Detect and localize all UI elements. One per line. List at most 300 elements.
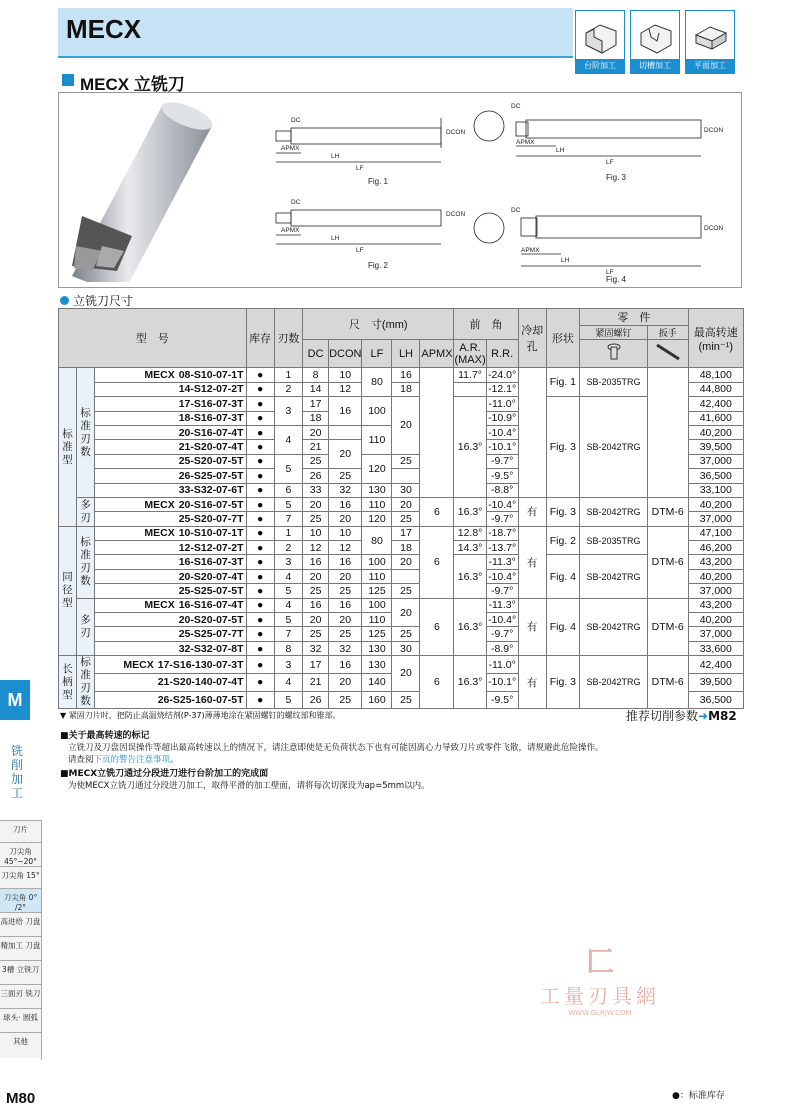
watermark — [535, 940, 665, 1017]
cell-stock: ● — [246, 656, 274, 674]
fig4-label: Fig. 4 — [606, 275, 627, 284]
endmill-photo — [62, 96, 234, 282]
model-code — [95, 440, 247, 454]
cell-fig: Fig. 1 — [546, 368, 580, 397]
model-code — [95, 454, 247, 468]
th-max-rpm-label: 最高转速 — [693, 326, 738, 339]
dim-dcon-3: DCON — [704, 127, 724, 134]
side-nav-item[interactable]: 球头· 圆弧 — [0, 1008, 41, 1032]
note-max-rpm — [60, 730, 604, 766]
cell-dc: 21 — [303, 673, 329, 691]
th-wrench: 扳手 — [647, 326, 688, 340]
group-std: 标准型 — [59, 368, 77, 526]
model-number: 20-S16-07-5T — [178, 498, 244, 511]
cell-lf: 130 — [362, 656, 392, 674]
dim-apmx-2: APMX — [281, 227, 300, 234]
cell-ar: 16.3° — [454, 656, 486, 709]
cutting-ref-text: 推荐切削参数 — [626, 709, 699, 723]
cell-lh: 20 — [392, 397, 420, 455]
cell-rpm: 36,500 — [688, 691, 743, 709]
cell-lf: 80 — [362, 368, 392, 397]
cell-dc: 16 — [303, 555, 329, 569]
cell-lh — [392, 469, 420, 483]
cell-rpm: 40,200 — [688, 425, 743, 439]
dim-apmx-1: APMX — [281, 145, 300, 152]
watermark-url: WWW.GLRJW.COM — [568, 1009, 632, 1017]
cell-dcon: 16 — [329, 598, 362, 612]
cell-stock: ● — [246, 569, 274, 583]
model-number: 20-S20-07-4T — [178, 570, 244, 583]
cell-lf: 110 — [362, 569, 392, 583]
cell-ar — [454, 382, 486, 396]
cell-dc: 32 — [303, 641, 329, 655]
cell-lf: 140 — [362, 673, 392, 691]
section-title: MECX 立铣刀 — [80, 75, 185, 94]
cell-ar: 12.8° — [454, 526, 486, 540]
cell-z: 5 — [274, 691, 302, 709]
dim-dc-2: DC — [291, 199, 301, 206]
model-number: 17-S16-130-07-3T — [157, 658, 244, 671]
cell-screw: SB-2042TRG — [580, 497, 648, 526]
cell-ar: 16.3° — [454, 497, 486, 526]
cell-rpm: 48,100 — [688, 368, 743, 382]
side-nav-item[interactable]: 刀尖角 15° — [0, 866, 41, 888]
cell-rr: -12.1° — [488, 383, 517, 396]
cell-rr: -11.0° — [486, 656, 518, 674]
note-max-rpm-heading: ■关于最高转速的标记 — [60, 731, 150, 741]
model-code — [95, 425, 247, 439]
cell-fig: Fig. 4 — [546, 555, 580, 598]
cell-z: 2 — [274, 382, 302, 396]
model-number: 17-S16-07-3T — [178, 397, 244, 410]
legend: ●：标准库存 — [672, 1091, 725, 1101]
model-number: 16-S16-07-4T — [178, 599, 244, 612]
model-code — [95, 512, 247, 526]
th-apmx: APMX — [420, 340, 454, 368]
cell-lh — [392, 569, 420, 583]
cell-screw: SB-2042TRG — [580, 656, 648, 709]
cell-dc: 20 — [303, 425, 329, 439]
model-prefix: MECX — [144, 498, 175, 511]
cell-rpm: 37,000 — [688, 627, 743, 641]
cell-stock: ● — [246, 613, 274, 627]
cell-stock: ● — [246, 469, 274, 483]
cell-stock: ● — [246, 691, 274, 709]
cell-fig: Fig. 4 — [546, 598, 580, 656]
th-max-rpm-unit: (min⁻¹) — [698, 340, 734, 353]
model-number: 08-S10-07-1T — [178, 369, 244, 382]
cell-rr: -10.4° — [488, 570, 517, 583]
table-row — [59, 555, 744, 569]
cell-dc: 17 — [303, 656, 329, 674]
technical-drawings — [236, 98, 736, 284]
arrow-icon: ➜ — [698, 709, 709, 723]
screw-icon — [605, 343, 623, 361]
th-lf: LF — [362, 340, 392, 368]
cell-z: 5 — [274, 497, 302, 511]
cell-ar: 14.3° — [454, 541, 486, 555]
model-code — [95, 569, 247, 583]
note-step-heading: ■MECX立铣刀通过分段进刀进行台阶加工的完成面 — [60, 769, 269, 779]
cell-stock: ● — [246, 397, 274, 411]
cell-ar: 16.3° — [454, 397, 486, 498]
grooving-icon — [637, 15, 675, 55]
dim-lh-2: LH — [331, 235, 340, 242]
cell-stock: ● — [246, 526, 274, 540]
cell-rr: -24.0° — [488, 369, 517, 382]
th-rake: 前 角 — [454, 309, 518, 340]
cell-dc: 16 — [303, 598, 329, 612]
model-prefix: MECX — [123, 658, 154, 671]
cell-cool: 有 — [518, 497, 546, 526]
cell-stock: ● — [246, 641, 274, 655]
cell-rpm: 43,200 — [688, 555, 743, 569]
cell-stock: ● — [246, 598, 274, 612]
th-max-rpm — [688, 309, 743, 368]
cell-z: 2 — [274, 541, 302, 555]
cell-screw: SB-2035TRG — [580, 526, 648, 555]
th-flutes: 刃数 — [274, 309, 302, 368]
model-code — [95, 584, 247, 598]
cell-dc: 8 — [303, 368, 329, 382]
cell-rpm: 39,500 — [688, 440, 743, 454]
side-nav-item[interactable]: 三面刃 铣刀 — [0, 984, 41, 1008]
cell-dc: 14 — [303, 382, 329, 396]
cell-wrench: DTM-6 — [647, 526, 688, 598]
cell-lh: 30 — [392, 483, 420, 497]
side-nav-item[interactable]: 刀尖角 45°~20° — [0, 842, 41, 866]
cell-lf: 110 — [362, 613, 392, 627]
cell-fig: Fig. 2 — [546, 526, 580, 555]
th-shape: 形状 — [546, 309, 580, 368]
model-number: 33-S32-07-6T — [178, 484, 244, 497]
model-number: 14-S12-07-2T — [178, 383, 244, 396]
screw-note-text: 紧固刀片时，把防止高温烧结剂(P-37)薄薄地涂在紧固螺钉的螺纹部和锥部。 — [68, 711, 341, 720]
cell-stock: ● — [246, 541, 274, 555]
model-code — [95, 673, 247, 691]
th-ar-sub: (MAX) — [454, 353, 486, 366]
cell-lf: 125 — [362, 584, 392, 598]
cell-stock: ● — [246, 440, 274, 454]
model-number: 25-S20-07-7T — [178, 512, 244, 525]
cell-lf: 110 — [362, 425, 392, 454]
dim-apmx-4: APMX — [521, 247, 540, 254]
dim-lf-2: LF — [356, 247, 364, 254]
cell-rr: -10.4° — [488, 426, 517, 439]
cell-lf: 160 — [362, 691, 392, 709]
model-number: 18-S16-07-3T — [178, 412, 244, 425]
cell-lh: 20 — [392, 555, 420, 569]
dim-lh-1: LH — [331, 153, 340, 160]
cell-dc: 25 — [303, 454, 329, 468]
fig3-label: Fig. 3 — [606, 173, 627, 182]
cell-stock: ● — [246, 368, 274, 382]
cell-stock: ● — [246, 555, 274, 569]
cell-rpm: 40,200 — [688, 497, 743, 511]
cell-rpm: 39,500 — [688, 673, 743, 691]
cell-ar: 11.7° — [454, 368, 486, 382]
cell-dcon: 20 — [329, 512, 362, 526]
cell-dc: 12 — [303, 541, 329, 555]
th-parts: 零 件 — [580, 309, 688, 326]
th-rr: R.R. — [486, 340, 518, 368]
cell-rpm: 43,200 — [688, 598, 743, 612]
cell-lh: 25 — [392, 584, 420, 598]
model-code — [95, 641, 247, 655]
th-stock: 库存 — [246, 309, 274, 368]
note-max-rpm-see: 请查阅 — [68, 755, 94, 765]
cell-dcon: 10 — [329, 526, 362, 540]
cell-z: 6 — [274, 483, 302, 497]
wrench-icon-cell — [647, 340, 688, 368]
model-code — [95, 613, 247, 627]
cell-z: 4 — [274, 673, 302, 691]
model-code — [95, 541, 247, 555]
cell-rpm: 42,400 — [688, 397, 743, 411]
cell-lf: 80 — [362, 526, 392, 555]
cell-dc: 26 — [303, 469, 329, 483]
table-row — [59, 497, 744, 511]
cell-wrench: DTM-6 — [647, 598, 688, 656]
cell-apmx: 6 — [420, 497, 454, 526]
cell-lh: 25 — [392, 512, 420, 526]
cell-dcon: 25 — [329, 691, 362, 709]
cell-lf: 130 — [362, 641, 392, 655]
group-long: 长柄型 — [59, 656, 77, 709]
cell-rr: -9.5° — [486, 691, 518, 709]
table-row — [59, 368, 744, 382]
cell-cool: 有 — [518, 598, 546, 656]
model-code — [95, 368, 247, 382]
cell-z: 3 — [274, 555, 302, 569]
cell-rpm: 37,000 — [688, 454, 743, 468]
th-dc: DC — [303, 340, 329, 368]
cell-ar: 16.3° — [454, 598, 486, 656]
cell-lh: 25 — [392, 691, 420, 709]
cell-lf: 100 — [362, 555, 392, 569]
cell-lh: 17 — [392, 526, 420, 540]
cell-apmx: 6 — [420, 656, 454, 709]
cell-dcon: 32 — [329, 641, 362, 655]
side-divider — [41, 820, 42, 1060]
note-step-text: 为使MECX立铣刀通过分段进刀加工，取得平滑的加工壁面，请将每次切深设为ap=5mm以内。 — [68, 781, 430, 791]
model-code — [95, 497, 247, 511]
cell-dc: 25 — [303, 627, 329, 641]
cell-cool: 有 — [518, 526, 546, 598]
spec-table — [58, 308, 744, 709]
cell-lf: 125 — [362, 627, 392, 641]
model-code — [95, 469, 247, 483]
dim-apmx-3: APMX — [516, 139, 535, 146]
group-std-flute2: 标准刃数 — [77, 526, 95, 598]
cell-rr: -8.9° — [486, 641, 518, 655]
cell-lh: 20 — [392, 598, 420, 627]
cell-dcon: 16 — [329, 497, 362, 511]
section-marker — [62, 74, 74, 86]
app-label-groove: 切槽加工 — [631, 59, 679, 73]
cell-rr: -9.7° — [486, 627, 518, 641]
screw-small-icon: ▼ — [60, 711, 69, 720]
cell-lf: 120 — [362, 512, 392, 526]
model-number: 25-S20-07-5T — [178, 455, 244, 468]
cell-z: 5 — [274, 454, 302, 483]
cell-z: 4 — [274, 569, 302, 583]
model-number: 25-S25-07-7T — [178, 628, 244, 641]
cell-rr: -10.1° — [486, 673, 518, 691]
side-nav-item[interactable]: 精加工 刀盘 — [0, 936, 41, 960]
bullet-icon — [60, 296, 69, 305]
table-heading-text: 立铣刀尺寸 — [73, 294, 134, 308]
cell-dcon: 16 — [329, 555, 362, 569]
screw-icon-cell — [580, 340, 648, 368]
wrench-icon — [653, 343, 683, 361]
table-row — [59, 656, 744, 674]
cell-stock: ● — [246, 584, 274, 598]
cell-z: 4 — [274, 598, 302, 612]
cell-rpm: 40,200 — [688, 613, 743, 627]
cell-dc: 25 — [303, 512, 329, 526]
group-std-flute3: 标准刃数 — [77, 656, 95, 709]
cell-z: 5 — [274, 584, 302, 598]
cell-dcon: 20 — [329, 613, 362, 627]
side-nav-item[interactable]: 3槽 立铣刀 — [0, 960, 41, 984]
side-nav-item[interactable]: 刀尖角 0° /2° — [0, 888, 41, 912]
model-code — [95, 483, 247, 497]
cell-rr: -9.7° — [486, 454, 518, 468]
cell-rr: -11.3° — [486, 555, 518, 569]
cell-z: 7 — [274, 627, 302, 641]
cell-rr: -18.7° — [488, 527, 517, 540]
th-ar-label: A.R. — [459, 341, 481, 354]
cell-cool — [518, 368, 546, 498]
cell-dc: 33 — [303, 483, 329, 497]
cell-wrench: DTM-6 — [647, 656, 688, 709]
cell-rpm: 33,600 — [688, 641, 743, 655]
model-number: 26-S25-160-07-5T — [157, 693, 244, 706]
dim-dcon-1: DCON — [446, 129, 466, 136]
cell-apmx: 6 — [420, 526, 454, 598]
cell-lh: 30 — [392, 641, 420, 655]
dim-lh-4: LH — [561, 257, 570, 264]
cell-dcon: 25 — [329, 469, 362, 483]
model-code — [95, 411, 247, 425]
note-step — [60, 768, 430, 792]
cell-dcon: 12 — [329, 541, 362, 555]
cell-ar: 16.3° — [454, 555, 486, 598]
cell-stock: ● — [246, 425, 274, 439]
model-code — [95, 656, 247, 674]
dim-dcon-2: DCON — [446, 211, 466, 218]
page-title: MECX — [66, 14, 142, 44]
group-multi2: 多刃 — [77, 598, 95, 656]
cell-z: 4 — [274, 425, 302, 454]
cell-rr: -10.4° — [488, 498, 517, 511]
cell-rpm: 37,000 — [688, 512, 743, 526]
model-number: 16-S16-07-3T — [178, 556, 244, 569]
page-number: M80 — [6, 1090, 36, 1107]
fig1-label: Fig. 1 — [368, 177, 389, 186]
cell-rpm: 47,100 — [688, 526, 743, 540]
cell-screw: SB-2035TRG — [580, 368, 648, 397]
model-prefix: MECX — [144, 599, 175, 612]
th-lh: LH — [392, 340, 420, 368]
cell-lh: 18 — [392, 382, 420, 396]
dim-dc-4: DC — [511, 207, 521, 214]
cell-rpm: 46,200 — [688, 541, 743, 555]
th-ar — [454, 340, 486, 368]
cell-z: 7 — [274, 512, 302, 526]
cell-apmx: 6 — [420, 598, 454, 656]
cell-rr: -9.5° — [486, 469, 518, 483]
dim-lf-4: LF — [606, 269, 614, 276]
cell-lf: 120 — [362, 454, 392, 483]
side-nav-item[interactable]: 高进给 刀盘 — [0, 912, 41, 936]
th-size: 尺 寸(mm) — [303, 309, 454, 340]
cell-dcon: 16 — [329, 656, 362, 674]
cell-lf: 110 — [362, 497, 392, 511]
cell-stock: ● — [246, 382, 274, 396]
cell-stock: ● — [246, 483, 274, 497]
note-max-rpm-end: 。 — [170, 755, 179, 765]
spec-table-body — [59, 368, 744, 709]
cell-stock: ● — [246, 411, 274, 425]
face-milling-icon — [692, 15, 730, 55]
cell-lh: 16 — [392, 368, 420, 382]
cell-rpm: 36,500 — [688, 469, 743, 483]
table-heading — [60, 292, 133, 309]
cell-dcon: 20 — [329, 673, 362, 691]
cell-lh: 18 — [392, 541, 420, 555]
cell-z: 8 — [274, 641, 302, 655]
cell-stock: ● — [246, 627, 274, 641]
cell-rr: -10.1° — [488, 441, 517, 454]
cell-dcon: 20 — [329, 440, 362, 469]
cell-z: 3 — [274, 656, 302, 674]
cutting-ref-page: M82 — [708, 709, 737, 723]
side-nav-item[interactable]: 其他 — [0, 1032, 41, 1058]
cell-screw: SB-2042TRG — [580, 598, 648, 656]
screw-note — [60, 710, 341, 721]
dim-lh-3: LH — [556, 147, 565, 154]
cell-wrench: DTM-6 — [647, 497, 688, 526]
step-milling-icon — [582, 15, 620, 55]
note-max-rpm-text: 立铣刀及刀盘因误操作等超出最高转速以上的情况下，请注意即使是无负荷状态下也有可能因离心力导致刀片或零件飞散，请规避此危险操作。 — [68, 743, 604, 753]
table-row — [59, 397, 744, 411]
cell-fig: Fig. 3 — [546, 397, 580, 498]
watermark-text: 工量刃具網 — [540, 984, 660, 1008]
cell-fig: Fig. 3 — [546, 497, 580, 526]
cell-lh: 20 — [392, 497, 420, 511]
model-code — [95, 397, 247, 411]
cell-z: 1 — [274, 526, 302, 540]
dim-dc-3: DC — [511, 103, 521, 110]
cell-rpm: 37,000 — [688, 584, 743, 598]
dim-lf-1: LF — [356, 165, 364, 172]
cutting-ref[interactable] — [626, 707, 737, 724]
table-row — [59, 526, 744, 540]
model-number: 21-S20-140-07-4T — [157, 676, 244, 689]
cell-rr: -11.0° — [486, 397, 518, 411]
chapter-vertical-label: 铣削加工 — [10, 744, 23, 800]
cell-dcon: 16 — [329, 397, 362, 426]
cell-rpm: 40,200 — [688, 569, 743, 583]
cell-rr: -11.3° — [486, 598, 518, 612]
chapter-tab[interactable]: M — [0, 680, 30, 720]
cell-screw: SB-2042TRG — [580, 397, 648, 498]
warning-link[interactable]: 下页的警告注意事项 — [93, 755, 171, 765]
side-nav-item[interactable]: 刀片 — [0, 820, 41, 842]
cell-dc: 18 — [303, 411, 329, 425]
